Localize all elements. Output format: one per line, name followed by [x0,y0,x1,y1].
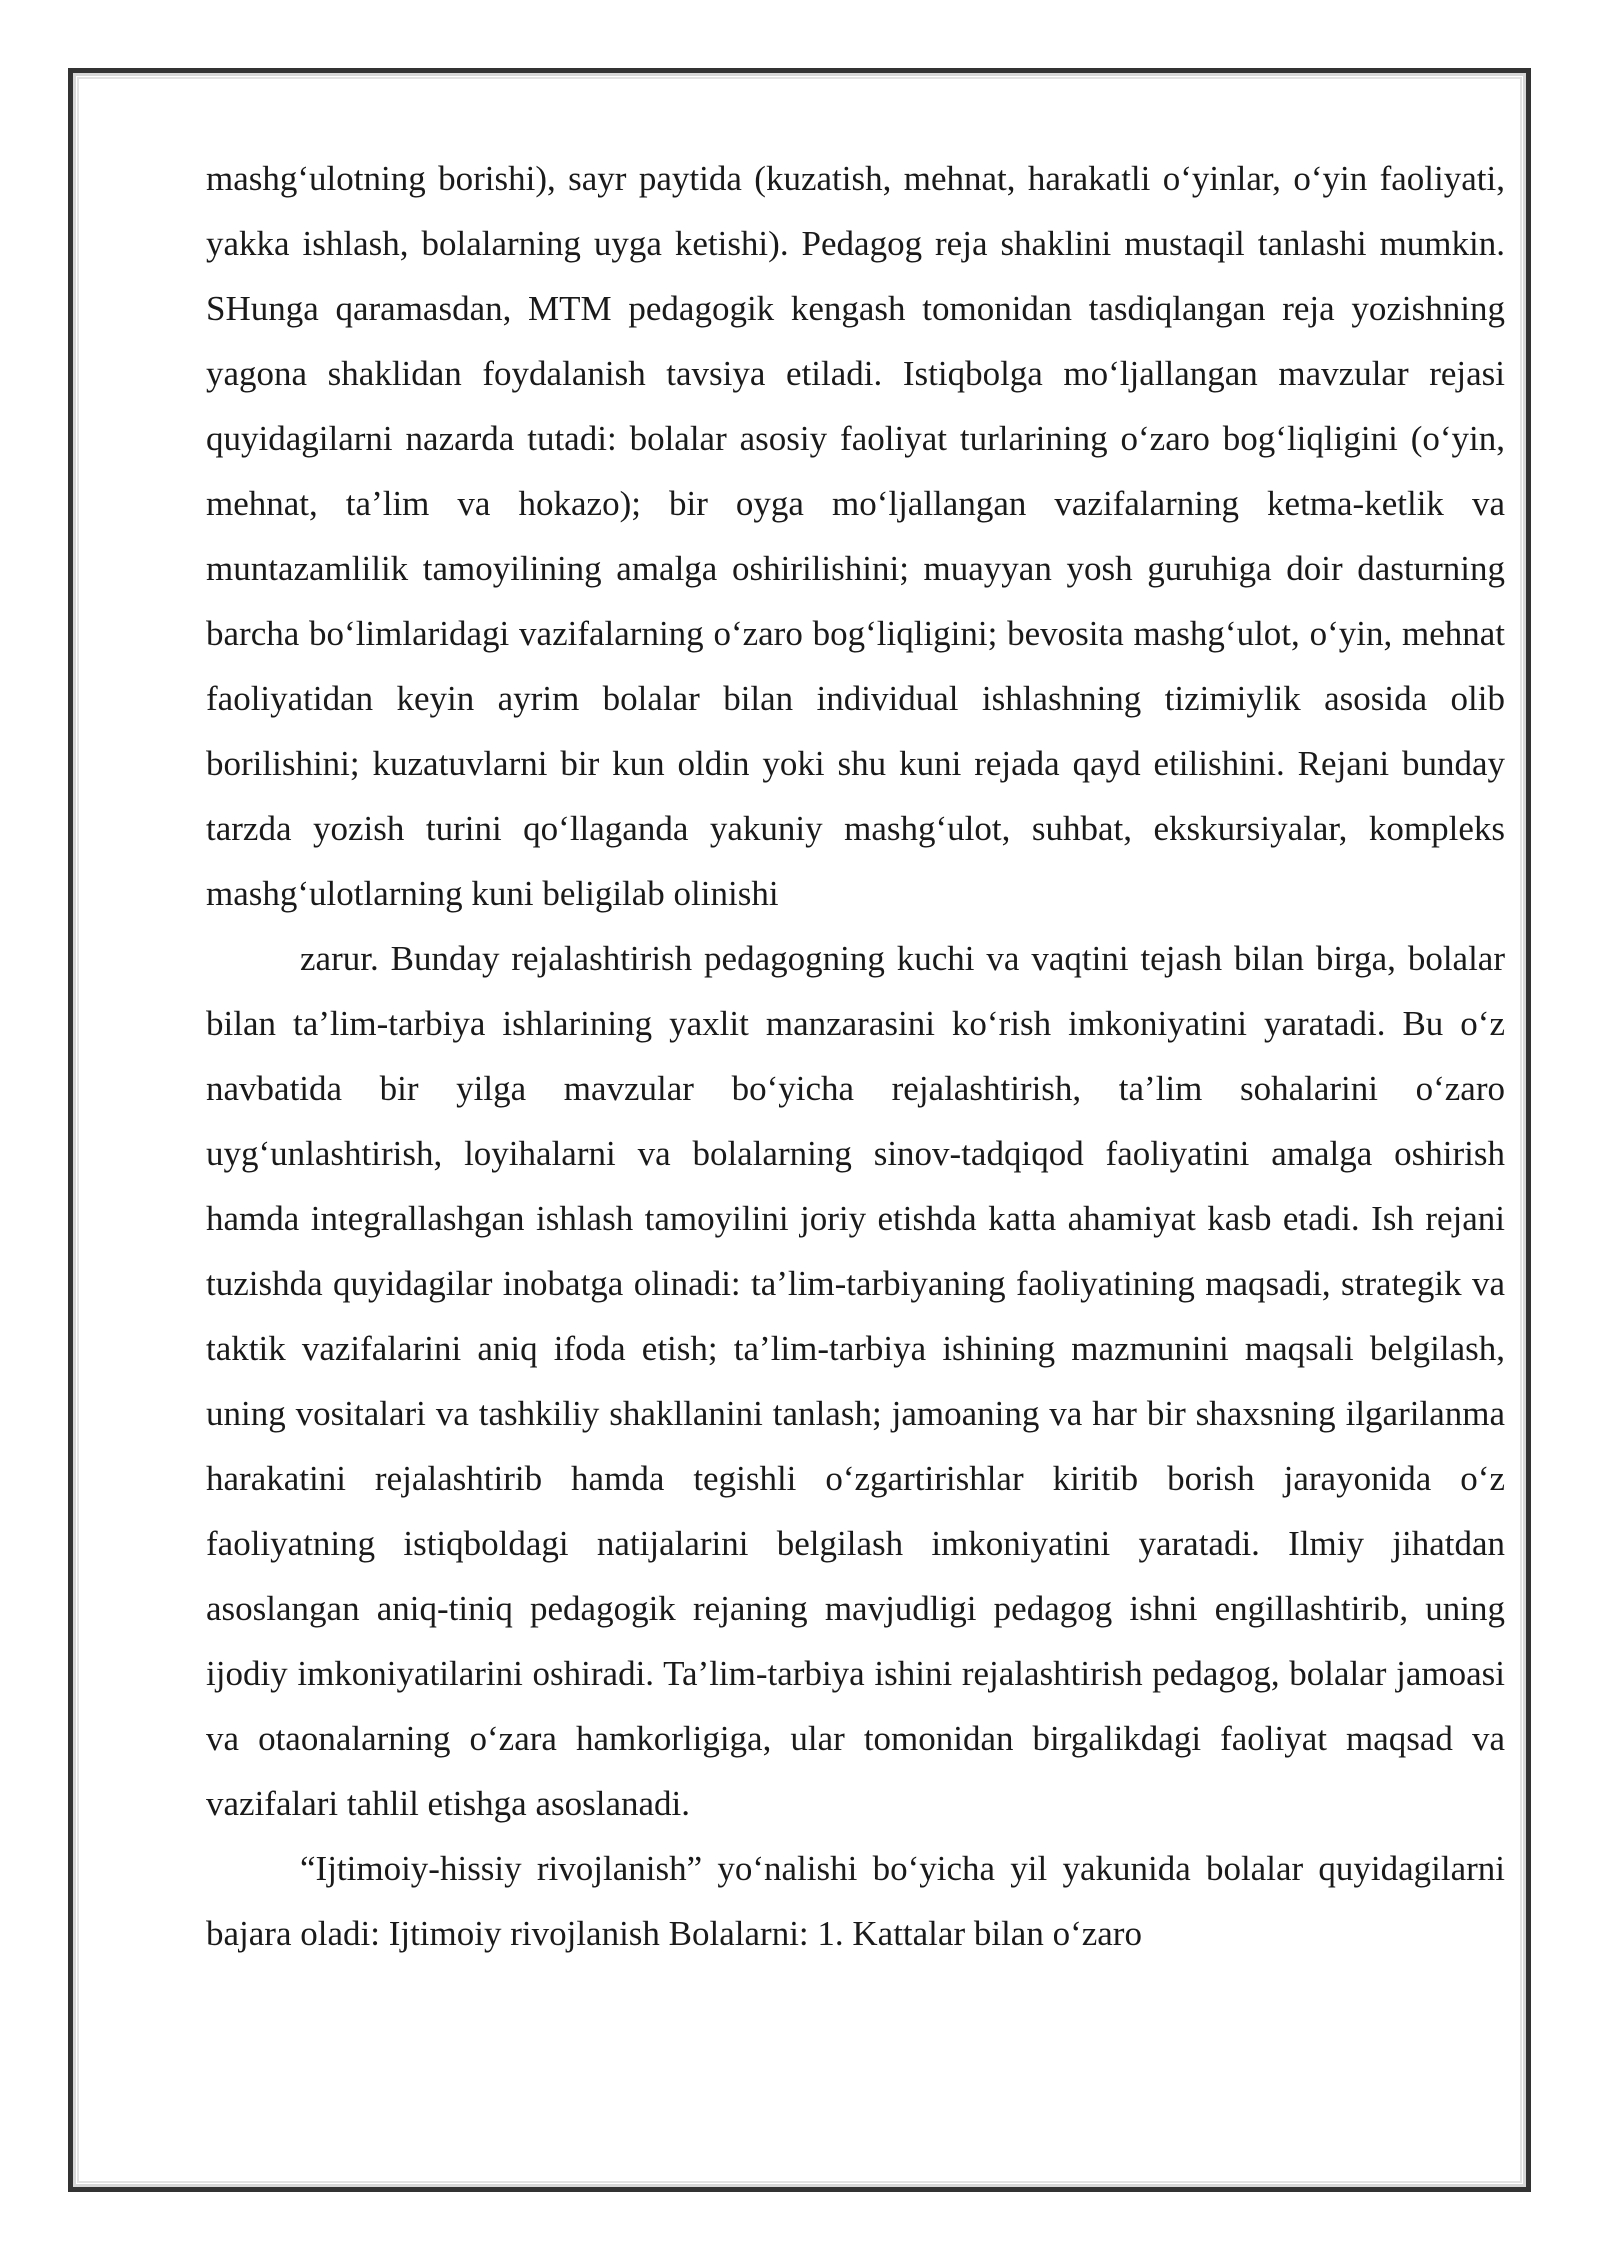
paragraph-3: “Ijtimoiy-hissiy rivojlanish” yo‘nalishi bo‘yicha yil yakunida bolalar quyidagilarni bajara oladi: Ijtimoiy rivojlanish Bolalarni: 1. Kattalar bilan o‘zaro [206,1849,1505,1953]
paragraph-1: mashg‘ulotning borishi), sayr paytida (kuzatish, mehnat, harakatli o‘yinlar, o‘yin faoliyati, yakka ishlash, bolalarning uyga ketishi). Pedagog reja shaklini mustaqil tanlashi mumkin. SHunga qaramasdan, MTM pedagogik kengash tomonidan tasdiqlangan reja yozishning yagona shaklidan foydalanish tavsiya etiladi. Istiqbolga mo‘ljallangan mavzular rejasi quyidagilarni nazarda tutadi: bolalar asosiy faoliyat turlarining o‘zaro bog‘liqligini (o‘yin, mehnat, ta’lim va hokazo); bir oyga mo‘ljallangan vazifalarning ketma-ketlik va muntazamlilik tamoyilining amalga oshirilishini; muayyan yosh guruhiga doir dasturning barcha bo‘limlaridagi vazifalarning o‘zaro bog‘liqligini; bevosita mashg‘ulot, o‘yin, mehnat faoliyatidan keyin ayrim bolalar bilan individual ishlashning tizimiylik asosida olib borilishini; kuzatuvlarni bir kun oldin yoki shu kuni rejada qayd etilishini. Rejani bunday tarzda yozish turini qo‘llaganda yakuniy mashg‘ulot, suhbat, ekskursiyalar, kompleks mashg‘ulotlarning kuni beligilab olinishi [206,159,1505,913]
paragraph-2: zarur. Bunday rejalashtirish pedagogning kuchi va vaqtini tejash bilan birga, bolalar bilan ta’lim-tarbiya ishlarining yaxlit manzarasini ko‘rish imkoniyatini yaratadi. Bu o‘z navbatida bir yilga mavzular bo‘yicha rejalashtirish, ta’lim sohalarini o‘zaro uyg‘unlashtirish, loyihalarni va bolalarning sinov-tadqiqod faoliyatini amalga oshirish hamda integrallashgan ishlash tamoyilini joriy etishda katta ahamiyat kasb etadi. Ish rejani tuzishda quyidagilar inobatga olinadi: ta’lim-tarbiyaning faoliyatining maqsadi, strategik va taktik vazifalarini aniq ifoda etish; ta’lim-tarbiya ishining mazmunini maqsali belgilash, uning vositalari va tashkiliy shakllanini tanlash; jamoaning va har bir shaxsning ilgarilanma harakatini rejalashtirib hamda tegishli o‘zgartirishlar kiritib borish jarayonida o‘z faoliyatning istiqboldagi natijalarini belgilash imkoniyatini yaratadi. Ilmiy jihatdan asoslangan aniq-tiniq pedagogik rejaning mavjudligi pedagog ishni engillashtirib, uning ijodiy imkoniyatilarini oshiradi. Ta’lim-tarbiya ishini rejalashtirish pedagog, bolalar jamoasi va otaonalarning o‘zara hamkorligiga, ular tomonidan birgalikdagi faoliyat maqsad va vazifalari tahlil etishga asoslanadi. [206,939,1505,1823]
document-body [206,146,1505,1966]
